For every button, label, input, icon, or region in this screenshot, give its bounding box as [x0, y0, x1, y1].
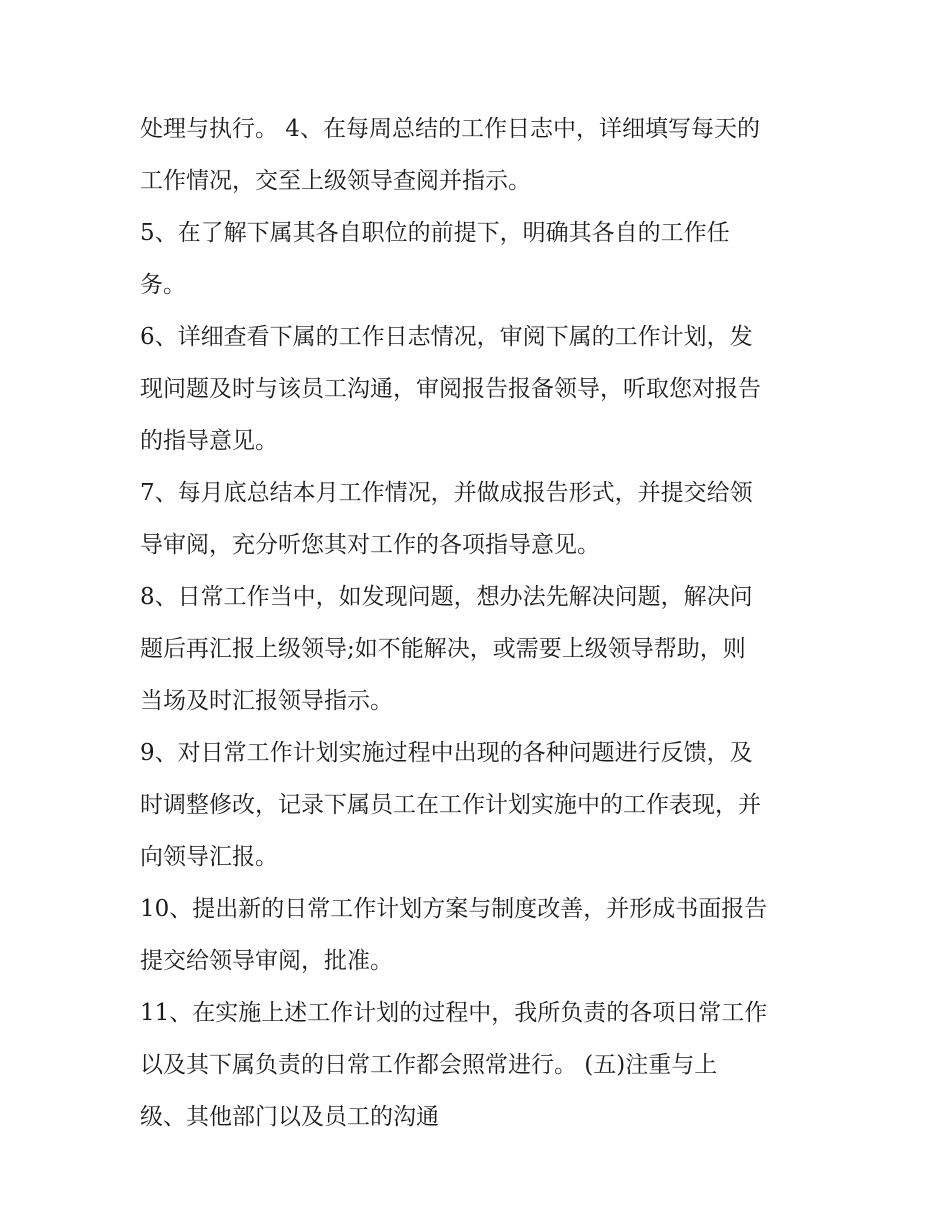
text-line: 处理与执行。 4、在每周总结的工作日志中，详细填写每天的	[140, 116, 760, 142]
text-line: 10、提出新的日常工作计划方案与制度改善，并形成书面报告	[140, 896, 768, 922]
text-line: 导审阅，充分听您其对工作的各项指导意见。	[140, 532, 600, 558]
text-line: 级、其他部门以及员工的沟通	[140, 1104, 439, 1130]
text-line: 9、对日常工作计划实施过程中出现的各种问题进行反馈，及	[140, 740, 753, 766]
text-line: 现问题及时与该员工沟通，审阅报告报备领导，听取您对报告	[140, 376, 761, 402]
text-line: 务。	[140, 272, 186, 298]
document-body	[140, 103, 830, 1143]
text-line: 题后再汇报上级领导;如不能解决，或需要上级领导帮助，则	[140, 636, 746, 662]
text-line: 以及其下属负责的日常工作都会照常进行。 (五)注重与上	[140, 1052, 718, 1078]
text-line: 6、详细查看下属的工作日志情况，审阅下属的工作计划，发	[140, 324, 753, 350]
text-line: 当场及时汇报领导指示。	[140, 688, 393, 714]
text-line: 提交给领导审阅，批准。	[140, 948, 393, 974]
text-line: 时调整修改，记录下属员工在工作计划实施中的工作表现，并	[140, 792, 761, 818]
text-line: 工作情况，交至上级领导查阅并指示。	[140, 168, 531, 194]
text-line: 5、在了解下属其各自职位的前提下，明确其各自的工作任	[140, 220, 730, 246]
text-line: 11、在实施上述工作计划的过程中，我所负责的各项日常工作	[140, 1000, 768, 1026]
text-line: 的指导意见。	[140, 428, 278, 454]
text-line: 向领导汇报。	[140, 844, 278, 870]
text-line: 7、每月底总结本月工作情况，并做成报告形式，并提交给领	[140, 480, 753, 506]
text-line: 8、日常工作当中，如发现问题，想办法先解决问题，解决问	[140, 584, 753, 610]
